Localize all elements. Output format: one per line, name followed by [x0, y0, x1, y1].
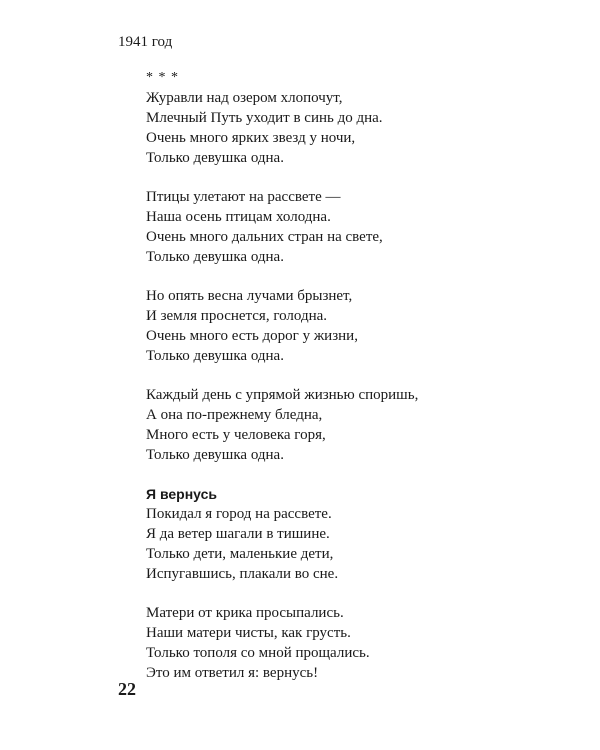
stanza: [146, 603, 566, 683]
verse-line: Наша осень птицам холодна.: [146, 209, 331, 225]
poem-ya-vernus: [146, 484, 566, 683]
verse-line: И земля проснется, голодна.: [146, 308, 328, 324]
verse-line: Покидал я город на рассвете.: [146, 506, 332, 522]
poem-untitled: [146, 70, 566, 465]
poem-marker: * * *: [146, 70, 179, 85]
verse-line: Только дети, маленькие дети,: [146, 546, 334, 562]
stanza: [146, 504, 566, 584]
verse-line: Но опять весна лучами брызнет,: [146, 288, 353, 304]
poem-title: Я вернусь: [146, 486, 217, 502]
verse-line: Только девушка одна.: [146, 447, 284, 463]
verse-line: Очень много ярких звезд у ночи,: [146, 130, 356, 146]
verse-line: Только девушка одна.: [146, 150, 284, 166]
verse-line: Очень много есть дорог у жизни,: [146, 328, 358, 344]
verse-line: Каждый день с упрямой жизнью споришь,: [146, 387, 419, 403]
verse-line: Испугавшись, плакали во сне.: [146, 566, 339, 582]
verse-line: Млечный Путь уходит в синь до дна.: [146, 110, 383, 126]
verse-line: А она по-прежнему бледна,: [146, 407, 323, 423]
verse-line: Только девушка одна.: [146, 249, 284, 265]
stanza: [146, 187, 566, 267]
running-head: 1941 год: [118, 34, 173, 50]
verse-line: Птицы улетают на рассвете —: [146, 189, 341, 205]
verse-line: Наши матери чисты, как грусть.: [146, 625, 351, 641]
verse-line: Очень много дальних стран на свете,: [146, 229, 383, 245]
stanza: [146, 385, 566, 465]
verse-line: Я да ветер шагали в тишине.: [146, 526, 330, 542]
verse-line: Много есть у человека горя,: [146, 427, 326, 443]
verse-line: Журавли над озером хлопочут,: [146, 90, 343, 106]
stanza: [146, 88, 566, 168]
verse-line: Только девушка одна.: [146, 348, 284, 364]
verse-line: Матери от крика просыпались.: [146, 605, 344, 621]
stanza: [146, 286, 566, 366]
page-number: 22: [118, 679, 136, 699]
poems-column: [146, 70, 566, 702]
verse-line: Только тополя со мной прощались.: [146, 645, 370, 661]
verse-line: Это им ответил я: вернусь!: [146, 665, 319, 681]
